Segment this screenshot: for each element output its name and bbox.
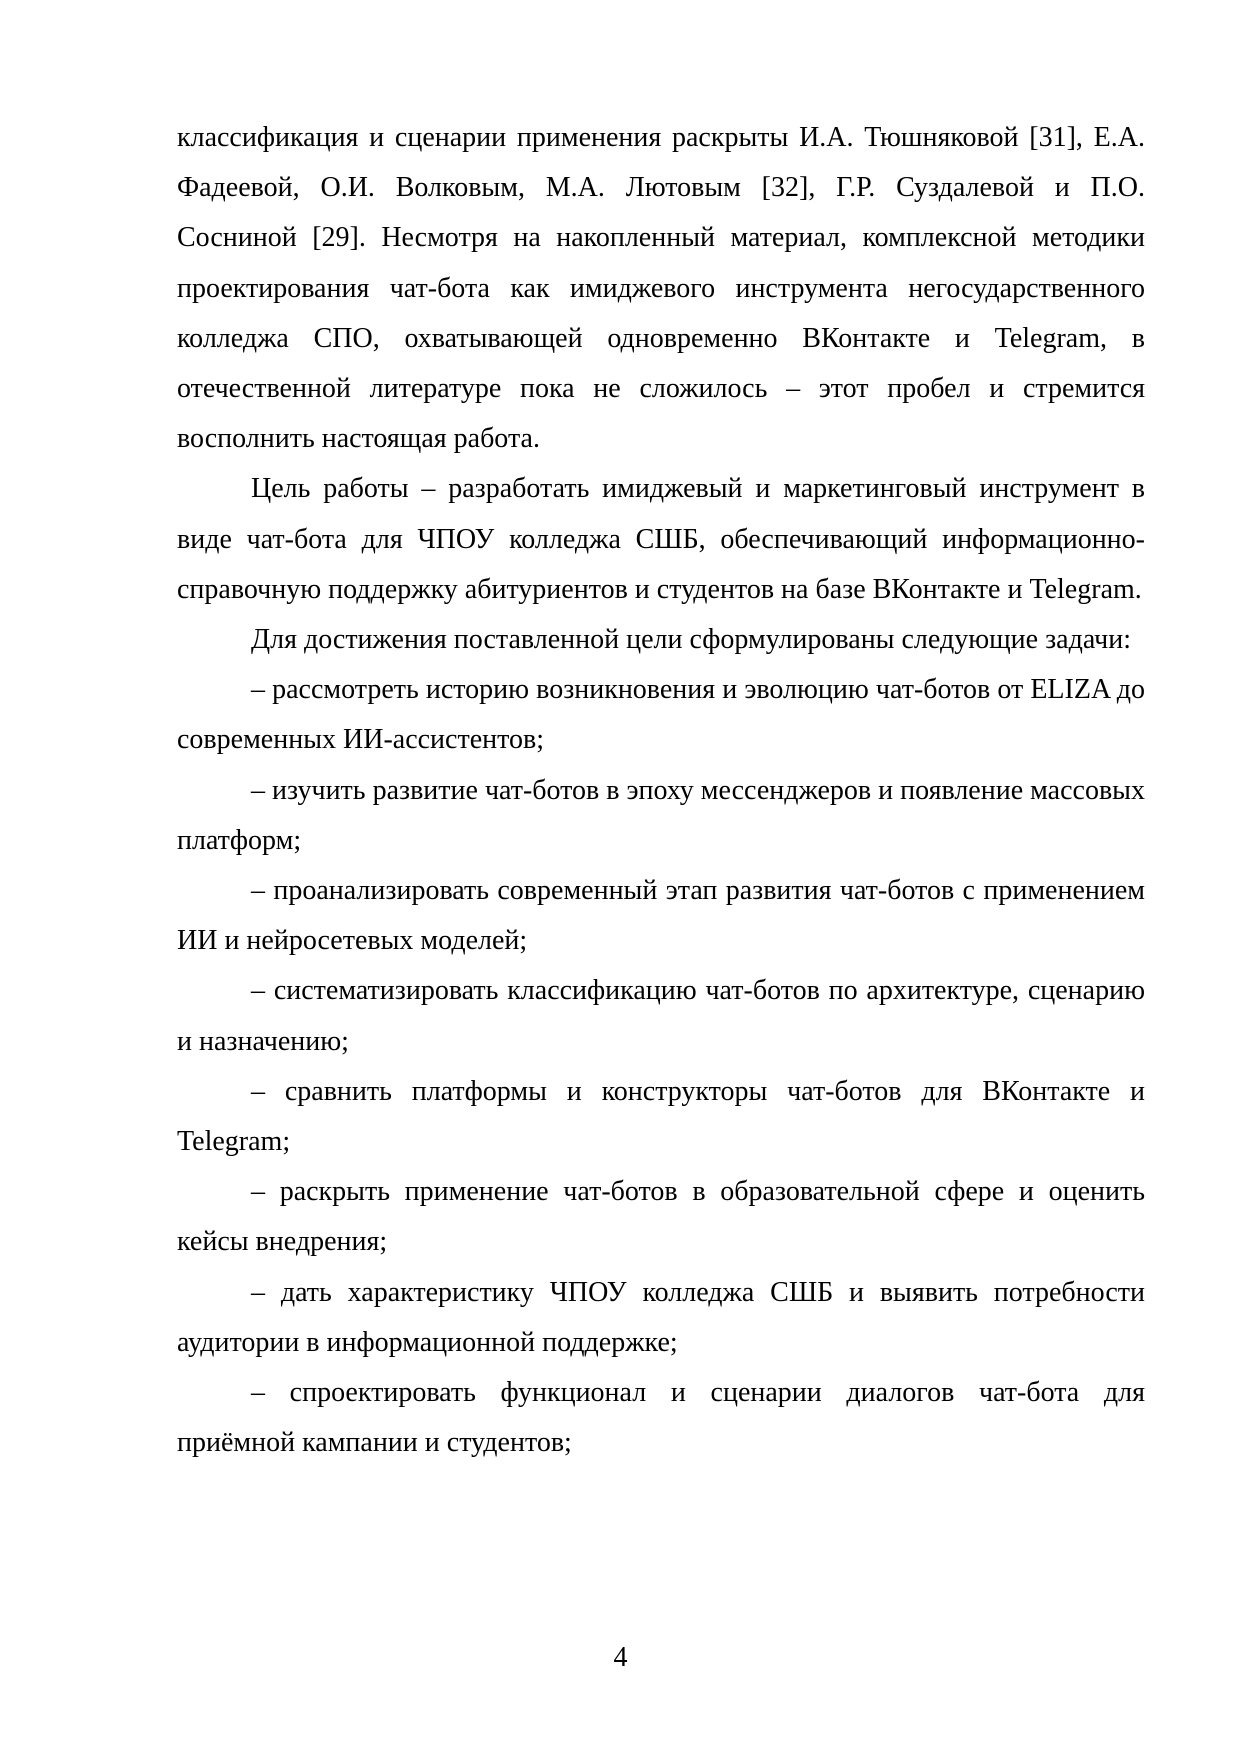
task-item: – проанализировать современный этап развития чат-ботов с применением ИИ и нейросетевых моделей;	[177, 875, 1145, 957]
paragraph-goal: Цель работы – разработать имиджевый и маркетинговый инструмент в виде чат-бота для ЧПОУ колледжа СШБ, обеспечивающий информационно-справочную поддержку абитуриентов и студентов на базе ВКонтакте и Telegram.	[177, 473, 1145, 605]
body-text	[177, 113, 1145, 1468]
task-item: – дать характеристику ЧПОУ колледжа СШБ и выявить потребности аудитории в информационной поддержке;	[177, 1276, 1145, 1358]
paragraph-literature-review: классификация и сценарии применения раскрыты И.А. Тюшняковой [31], Е.А. Фадеевой, О.И. Волковым, М.А. Лютовым [32], Г.Р. Суздалевой и П.О. Сосниной [29]. Несмотря на накопленный материал, комплексной методики проектирования чат-бота как имиджевого инструмента негосударственного колледжа СПО, охватывающей одновременно ВКонтакте и Telegram, в отечественной литературе пока не сложилось – этот пробел и стремится восполнить настоящая работа.	[177, 122, 1145, 455]
task-item: – сравнить платформы и конструкторы чат-ботов для ВКонтакте и Telegram;	[177, 1075, 1145, 1158]
task-item: – спроектировать функционал и сценарии диалогов чат-бота для приёмной кампании и студентов;	[177, 1377, 1145, 1459]
task-item: – изучить развитие чат-ботов в эпоху мессенджеров и появление массовых платформ;	[177, 774, 1145, 856]
paragraph-tasks-intro: Для достижения поставленной цели сформулированы следующие задачи:	[251, 624, 1131, 656]
task-item: – раскрыть применение чат-ботов в образовательной сфере и оценить кейсы внедрения;	[177, 1176, 1145, 1258]
task-item: – рассмотреть историю возникновения и эволюцию чат-ботов от ELIZA до современных ИИ-ассистентов;	[177, 674, 1145, 756]
page-number: 4	[613, 1642, 628, 1673]
task-item: – систематизировать классификацию чат-ботов по архитектуре, сценарию и назначению;	[177, 975, 1145, 1057]
